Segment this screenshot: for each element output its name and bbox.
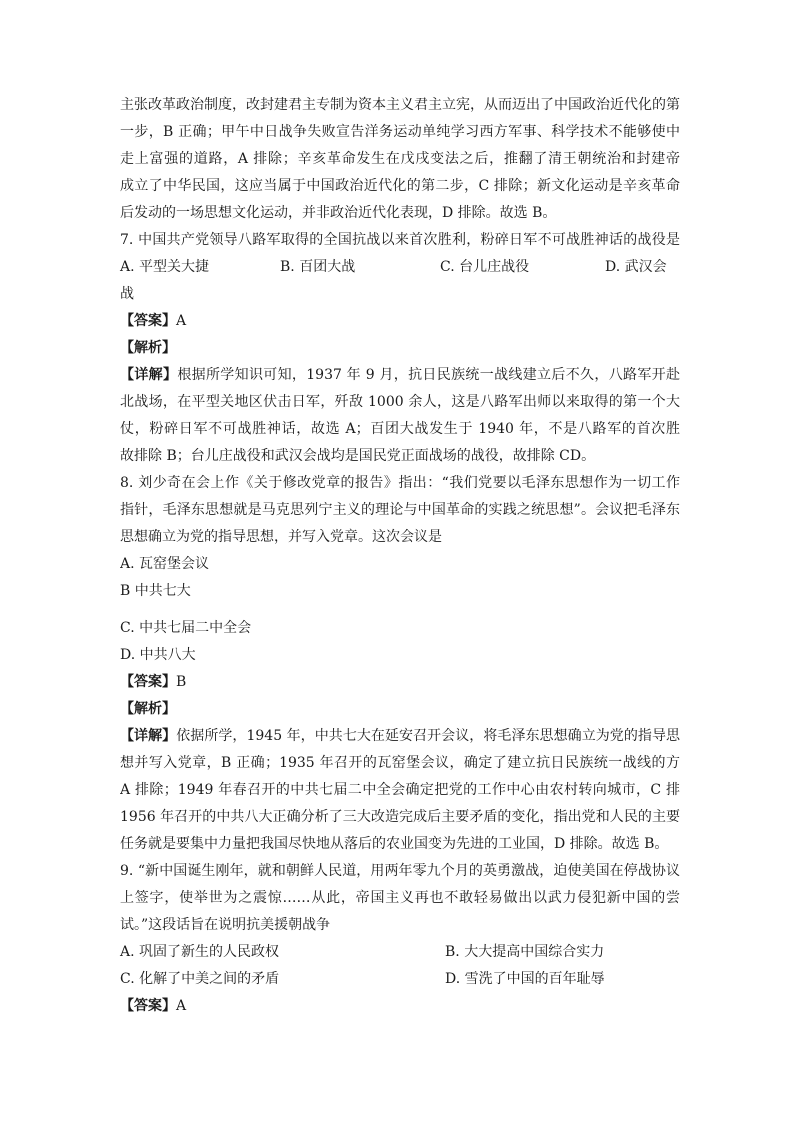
detail-line xyxy=(120,362,680,389)
detail-line: 仗，粉碎日军不可战胜神话，故选 A；百团大战发生于 1940 年，不是八路军的首次胜 xyxy=(120,421,680,437)
detail-tag: 【详解】 xyxy=(120,728,177,744)
text-line: 主张改革政治制度，改封建君主专制为资本主义君主立宪，从而迈出了中国政治近代化的第 xyxy=(120,97,680,113)
question-stem: 7. 中国共产党领导八路军取得的全国抗战以来首次胜利，粉碎日军不可战胜神话的战役是 xyxy=(120,232,680,248)
answer-line xyxy=(120,669,680,696)
detail-text: 根据所学知识可知，1937 年 9 月，抗日民族统一战线建立后不久，八路军开赴 xyxy=(177,367,680,383)
question-8 xyxy=(120,470,680,858)
option-a: A. 平型关大捷 xyxy=(120,259,210,275)
options-row xyxy=(120,254,680,281)
option-b: B 中共七大 xyxy=(120,583,191,599)
detail-line: 想并写入党章，B 正确；1935 年召开的瓦窑堡会议，确定了建立抗日民族统一战线的方 xyxy=(120,755,680,771)
answer-tag: 【答案】 xyxy=(120,998,176,1014)
question-stem: 8. 刘少奇在会上作《关于修改党章的报告》指出：“我们党要以毛泽东思想作为一切工作 xyxy=(120,475,680,491)
detail-line: A 排除；1949 年春召开的中共七届二中全会确定把党的工作中心由农村转向城市，C 排 xyxy=(120,782,680,798)
analysis-tag: 【解析】 xyxy=(120,701,176,717)
detail-text: 依据所学，1945 年，中共七大在延安召开会议，将毛泽东思想确立为党的指导思 xyxy=(176,728,680,744)
text-line: 走上富强的道路，A 排除；辛亥革命发生在戊戌变法之后，推翻了清王朝统治和封建帝 xyxy=(120,151,680,167)
option-d: D. 雪洗了中国的百年耻辱 xyxy=(445,971,605,987)
detail-line: 故排除 B；台儿庄战役和武汉会战均是国民党正面战场的战役，故排除 CD。 xyxy=(120,448,596,464)
answer-line xyxy=(120,308,680,335)
detail-tag: 【详解】 xyxy=(120,367,178,383)
answer-tag: 【答案】 xyxy=(120,313,176,329)
option-a: A. 巩固了新生的人民政权 xyxy=(120,944,280,960)
option-a: A. 瓦窑堡会议 xyxy=(120,556,210,572)
answer-line xyxy=(120,993,680,1020)
spacer xyxy=(120,605,680,615)
option-wrap: 战 xyxy=(120,286,134,302)
question-stem: 指针，毛泽东思想就是马克思列宁主义的理论与中国革命的实践之统思想”。会议把毛泽东 xyxy=(120,502,680,518)
answer-tag: 【答案】 xyxy=(120,674,176,690)
page-content xyxy=(120,92,680,1020)
detail-line: 任务就是要集中力量把我国尽快地从落后的农业国变为先进的工业国，D 排除。故选 B。 xyxy=(120,836,669,852)
option-b: B. 百团大战 xyxy=(280,259,356,275)
option-d: D. 武汉会 xyxy=(605,259,667,275)
question-stem: 思想确立为党的指导思想，并写入党章。这次会议是 xyxy=(120,529,442,545)
answer-value: A xyxy=(176,313,187,329)
question-stem: 上签字，使举世为之震惊……从此，帝国主义再也不敢轻易做出以武力侵犯新中国的尝 xyxy=(120,890,680,906)
question-stem: 试。”这段话旨在说明抗美援朝战争 xyxy=(120,917,331,933)
question-stem: 9. “新中国诞生刚年，就和朝鲜人民道，用两年零九个月的英勇激战，迫使美国在停战协议 xyxy=(120,863,680,879)
options-row xyxy=(120,966,680,993)
text-line: 一步，B 正确；甲午中日战争失败宣告洋务运动单纯学习西方军事、科学技术不能够使中 xyxy=(120,124,680,140)
question-9 xyxy=(120,858,680,1020)
option-c: C. 台儿庄战役 xyxy=(440,259,530,275)
answer-value: B xyxy=(176,674,187,690)
detail-line: 1956 年召开的中共八大正确分析了三大改造完成后主要矛盾的变化，指出党和人民的主要 xyxy=(120,809,680,825)
option-b: B. 大大提高中国综合实力 xyxy=(445,944,605,960)
options-row xyxy=(120,939,680,966)
text-line: 后发动的一场思想文化运动，并非政治近代化表现，D 排除。故选 B。 xyxy=(120,205,557,221)
prev-explanation xyxy=(120,92,680,227)
detail-line: 北战场，在平型关地区伏击日军，歼敌 1000 余人，这是八路军出师以来取得的第一个大 xyxy=(120,394,680,410)
option-c: C. 化解了中美之间的矛盾 xyxy=(120,971,280,987)
answer-value: A xyxy=(176,998,187,1014)
option-c: C. 中共七届二中全会 xyxy=(120,620,252,636)
text-line: 成立了中华民国，这应当属于中国政治近代化的第二步，C 排除；新文化运动是辛亥革命 xyxy=(120,178,680,194)
option-d: D. 中共八大 xyxy=(120,647,196,663)
analysis-tag: 【解析】 xyxy=(120,340,176,356)
detail-line xyxy=(120,723,680,750)
question-7 xyxy=(120,227,680,470)
